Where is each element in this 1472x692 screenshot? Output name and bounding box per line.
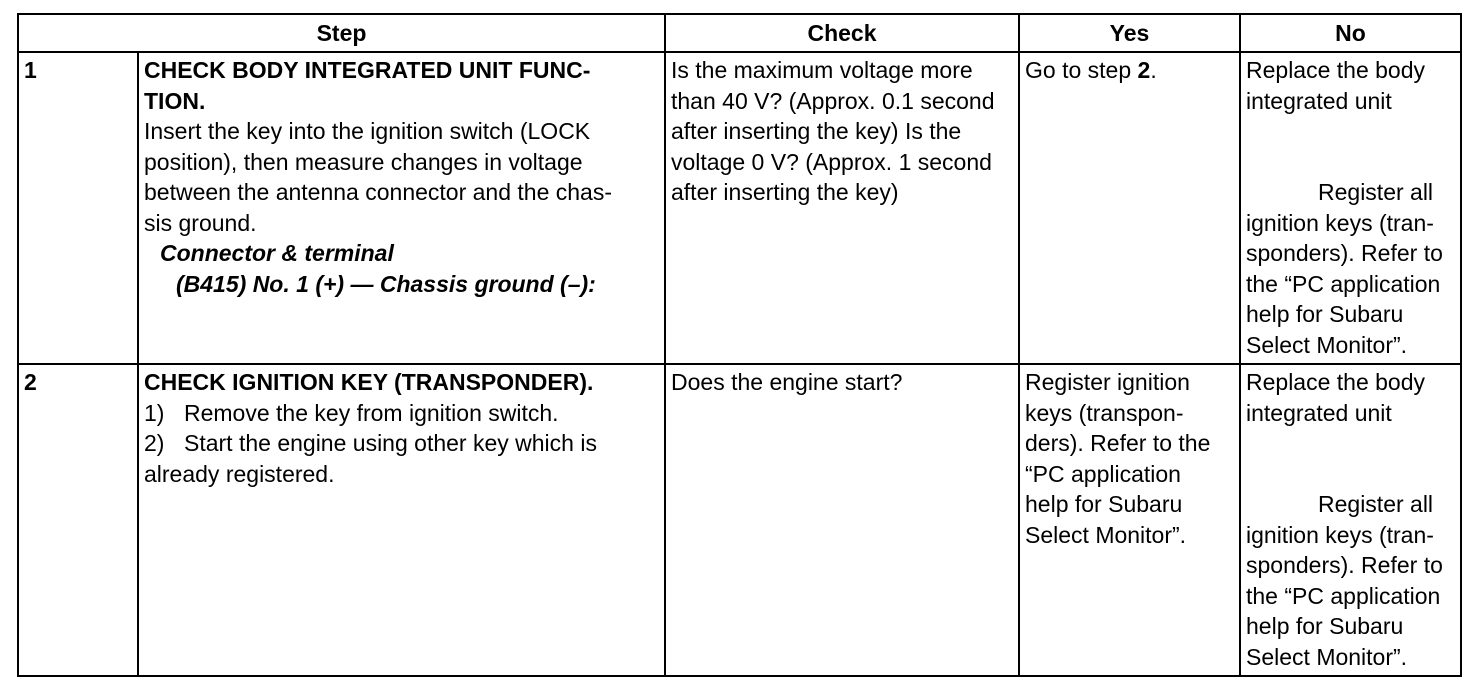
diagnostic-table [17, 13, 1462, 677]
no-line: Select Monitor”. [1246, 643, 1408, 670]
step-title: CHECK IGNITION KEY (TRANSPONDER). [144, 369, 594, 395]
connector-label: Connector & terminal [160, 240, 394, 266]
no-gap [1246, 428, 1455, 489]
yes-line: “PC application [1025, 460, 1181, 487]
step-cell [138, 364, 665, 676]
header-row [18, 14, 1461, 52]
yes-line: Select Monitor”. [1025, 521, 1187, 548]
step-description-line: between the antenna connector and the chas- [144, 179, 613, 205]
header-check: Check [665, 14, 1019, 52]
check-cell [665, 52, 1019, 364]
check-line: voltage 0 V? (Approx. 1 second [671, 148, 992, 175]
no-cell [1240, 52, 1461, 364]
check-line: after inserting the key) [671, 179, 899, 205]
step-number: 1 [18, 52, 138, 364]
yes-line: ders). Refer to the [1025, 430, 1211, 456]
no-cell [1240, 364, 1461, 676]
check-line: after inserting the key) Is the [671, 118, 962, 144]
check-cell [665, 364, 1019, 676]
no-line: Replace the body [1246, 369, 1426, 395]
table-row [18, 364, 1461, 676]
no-line: sponders). Refer to [1246, 240, 1443, 266]
no-line: Select Monitor”. [1246, 331, 1408, 358]
substep-text: Remove the key from ignition switch. [184, 399, 559, 426]
substep-index: 1) [144, 399, 165, 426]
header-yes: Yes [1019, 14, 1240, 52]
no-line: integrated unit [1246, 87, 1392, 114]
substep-index: 2) [144, 430, 165, 456]
step-description-line: sis ground. [144, 209, 257, 236]
no-line: ignition keys (tran- [1246, 209, 1434, 236]
no-line: help for Subaru [1246, 301, 1404, 327]
no-line: Register all [1318, 179, 1434, 205]
yes-text-end: . [1150, 57, 1157, 83]
no-line: the “PC application [1246, 582, 1441, 609]
substep [144, 398, 659, 429]
substep-text: Start the engine using other key which is [184, 430, 597, 456]
yes-step-link: 2 [1137, 57, 1151, 83]
step-cell [138, 52, 665, 364]
connector-value: (B415) No. 1 (+) — Chassis ground (–): [176, 270, 596, 297]
step-description-line: position), then measure changes in voltage [144, 148, 583, 175]
step-description-line: Insert the key into the ignition switch (LOCK [144, 118, 591, 144]
step-title-continued: TION. [144, 87, 206, 114]
yes-cell [1019, 52, 1240, 364]
header-no: No [1240, 14, 1461, 52]
yes-text: Go to step [1025, 57, 1138, 83]
yes-line: keys (transpon- [1025, 399, 1184, 426]
no-line: help for Subaru [1246, 613, 1404, 639]
substep-continuation: already registered. [144, 460, 335, 487]
no-line: Replace the body [1246, 57, 1426, 83]
no-line: sponders). Refer to [1246, 552, 1443, 578]
check-line: Is the maximum voltage more [671, 57, 973, 83]
table-row [18, 52, 1461, 364]
no-gap [1246, 116, 1455, 177]
check-line: than 40 V? (Approx. 0.1 second [671, 87, 995, 114]
header-step: Step [18, 14, 665, 52]
yes-line: help for Subaru [1025, 491, 1183, 517]
check-line: Does the engine start? [671, 369, 903, 395]
no-line: ignition keys (tran- [1246, 521, 1434, 548]
no-line: Register all [1318, 491, 1434, 517]
step-title: CHECK BODY INTEGRATED UNIT FUNC- [144, 57, 591, 83]
no-line: the “PC application [1246, 270, 1441, 297]
step-number: 2 [18, 364, 138, 676]
yes-cell [1019, 364, 1240, 676]
substep [144, 428, 659, 459]
no-line: integrated unit [1246, 399, 1392, 426]
yes-line: Register ignition [1025, 369, 1190, 395]
